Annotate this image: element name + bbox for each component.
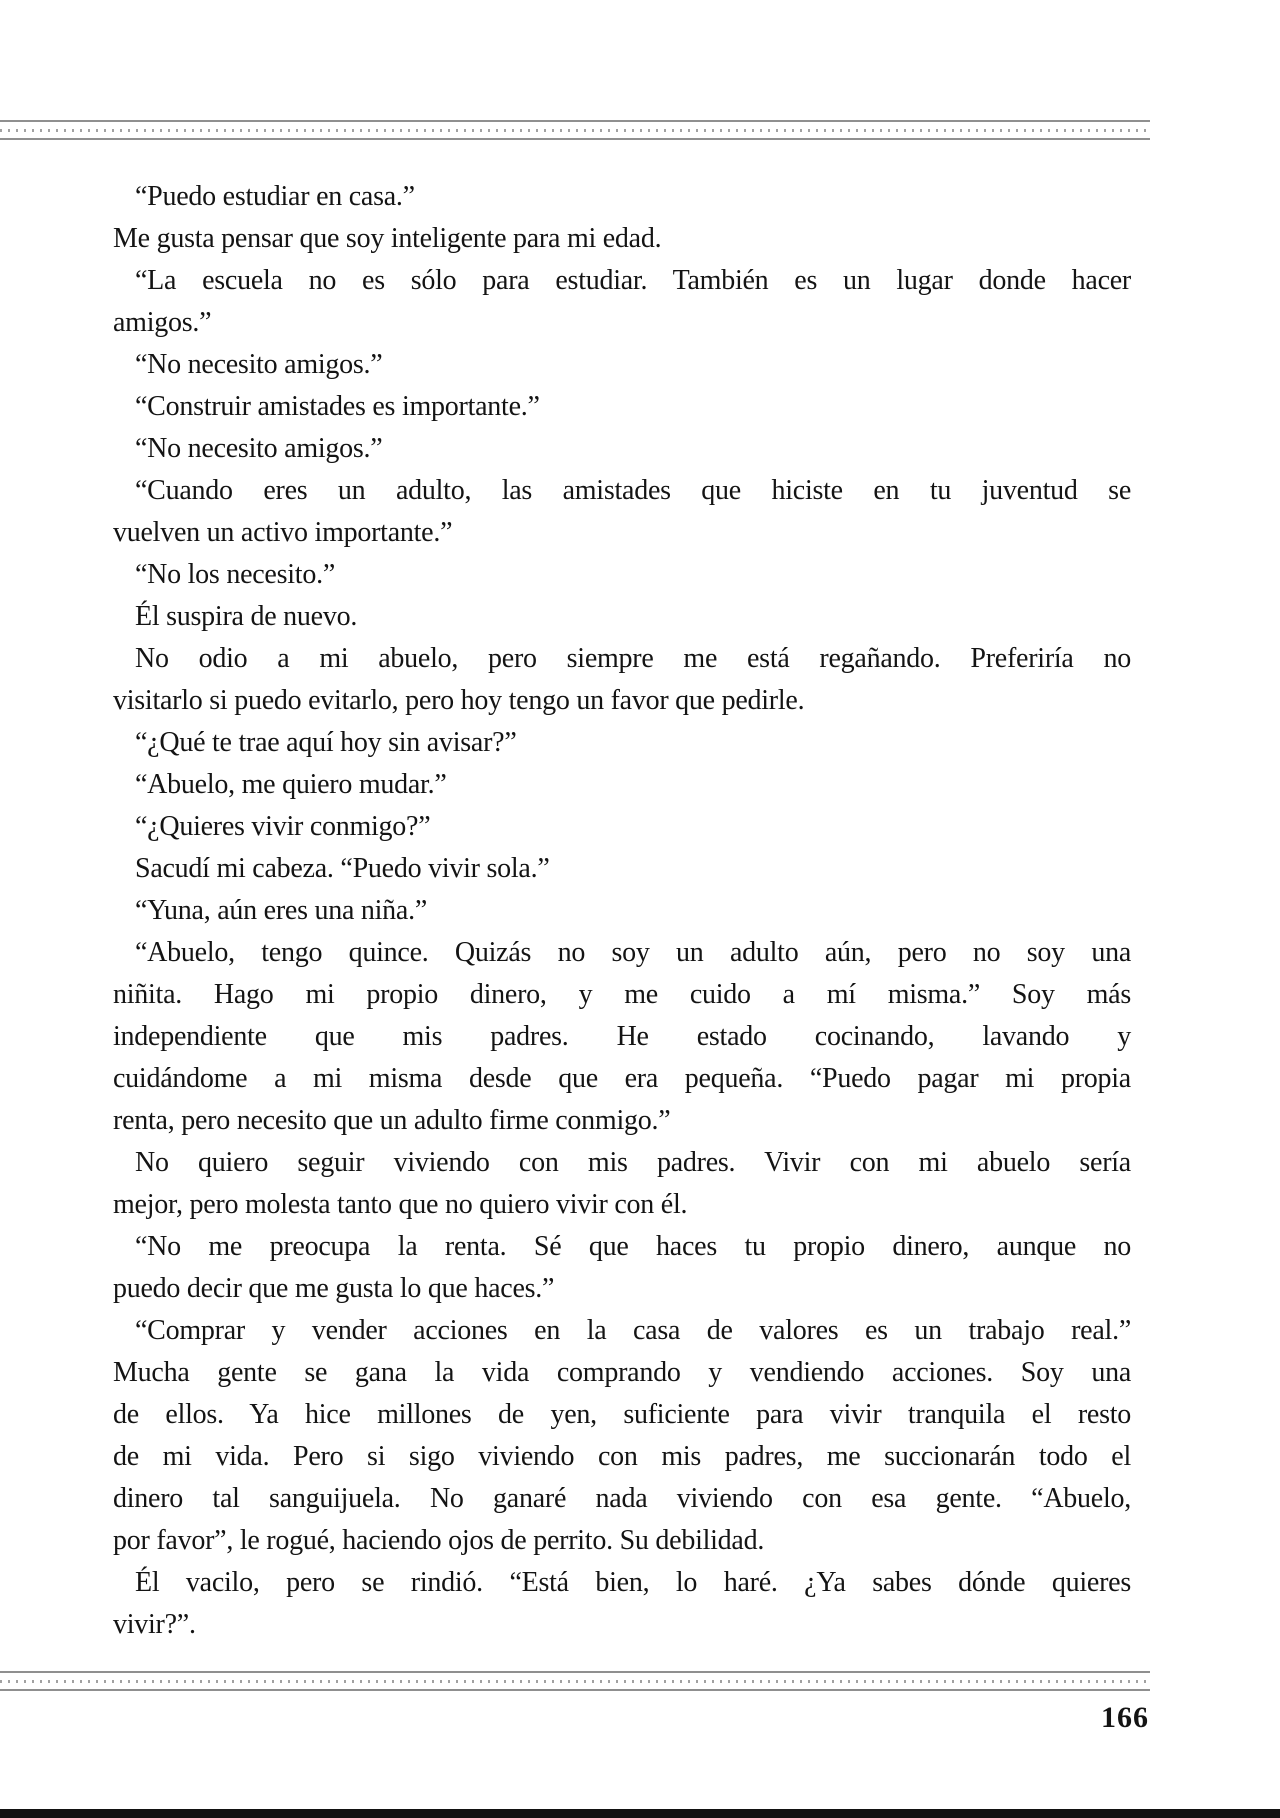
- text-line: “Abuelo, tengo quince. Quizás no soy un adulto aún, pero no soy una: [135, 937, 1131, 968]
- text-line: “No me preocupa la renta. Sé que haces tu propio dinero, aunque no: [135, 1231, 1131, 1262]
- decorative-rule-top-dots: [0, 129, 1150, 132]
- text-line: Él vacilo, pero se rindió. “Está bien, lo haré. ¿Ya sabes dónde quieres: [135, 1567, 1131, 1598]
- decorative-rule-bottom-dots: [0, 1680, 1150, 1683]
- text-line: de mi vida. Pero si sigo viviendo con mis padres, me succionarán todo el: [113, 1441, 1131, 1472]
- text-line: de ellos. Ya hice millones de yen, suficiente para vivir tranquila el resto: [113, 1399, 1131, 1430]
- decorative-rule-bottom: [0, 1671, 1150, 1691]
- text-line: por favor”, le rogué, haciendo ojos de perrito. Su debilidad.: [113, 1525, 765, 1556]
- text-line: “Yuna, aún eres una niña.”: [135, 895, 428, 926]
- page-body-text: [113, 176, 1131, 1646]
- text-line: renta, pero necesito que un adulto firme conmigo.”: [113, 1105, 671, 1136]
- text-line: “¿Quieres vivir conmigo?”: [135, 811, 431, 842]
- text-line: “No los necesito.”: [135, 559, 335, 590]
- text-line: “Abuelo, me quiero mudar.”: [135, 769, 447, 800]
- text-line: mejor, pero molesta tanto que no quiero vivir con él.: [113, 1189, 688, 1220]
- text-line: niñita. Hago mi propio dinero, y me cuido a mí misma.” Soy más: [113, 979, 1131, 1010]
- text-line: “Puedo estudiar en casa.”: [135, 181, 415, 212]
- text-line: Él suspira de nuevo.: [135, 601, 358, 632]
- text-line: amigos.”: [113, 307, 212, 338]
- decorative-rule-top: [0, 120, 1150, 140]
- text-line: No quiero seguir viviendo con mis padres. Vivir con mi abuelo sería: [135, 1147, 1131, 1178]
- text-line: “Cuando eres un adulto, las amistades que hiciste en tu juventud se: [135, 475, 1131, 506]
- text-line: “La escuela no es sólo para estudiar. También es un lugar donde hacer: [135, 265, 1131, 296]
- page-number: 166: [1101, 1701, 1149, 1734]
- text-line: “Comprar y vender acciones en la casa de valores es un trabajo real.”: [135, 1315, 1131, 1346]
- text-line: “¿Qué te trae aquí hoy sin avisar?”: [135, 727, 517, 758]
- text-line: cuidándome a mi misma desde que era pequeña. “Puedo pagar mi propia: [113, 1063, 1131, 1094]
- text-line: Sacudí mi cabeza. “Puedo vivir sola.”: [135, 853, 550, 884]
- text-line: independiente que mis padres. He estado cocinando, lavando y: [113, 1021, 1131, 1052]
- bottom-edge-bar: [0, 1809, 1280, 1818]
- text-line: “No necesito amigos.”: [135, 349, 383, 380]
- text-line: vuelven un activo importante.”: [113, 517, 453, 548]
- text-line: No odio a mi abuelo, pero siempre me está regañando. Preferiría no: [135, 643, 1131, 674]
- text-line: puedo decir que me gusta lo que haces.”: [113, 1273, 555, 1304]
- text-line: “Construir amistades es importante.”: [135, 391, 540, 422]
- text-line: dinero tal sanguijuela. No ganaré nada viviendo con esa gente. “Abuelo,: [113, 1483, 1131, 1514]
- text-line: visitarlo si puedo evitarlo, pero hoy tengo un favor que pedirle.: [113, 685, 805, 716]
- text-line: Mucha gente se gana la vida comprando y vendiendo acciones. Soy una: [113, 1357, 1131, 1388]
- text-line: “No necesito amigos.”: [135, 433, 383, 464]
- text-line: vivir?”.: [113, 1609, 196, 1640]
- text-line: Me gusta pensar que soy inteligente para mi edad.: [113, 223, 662, 254]
